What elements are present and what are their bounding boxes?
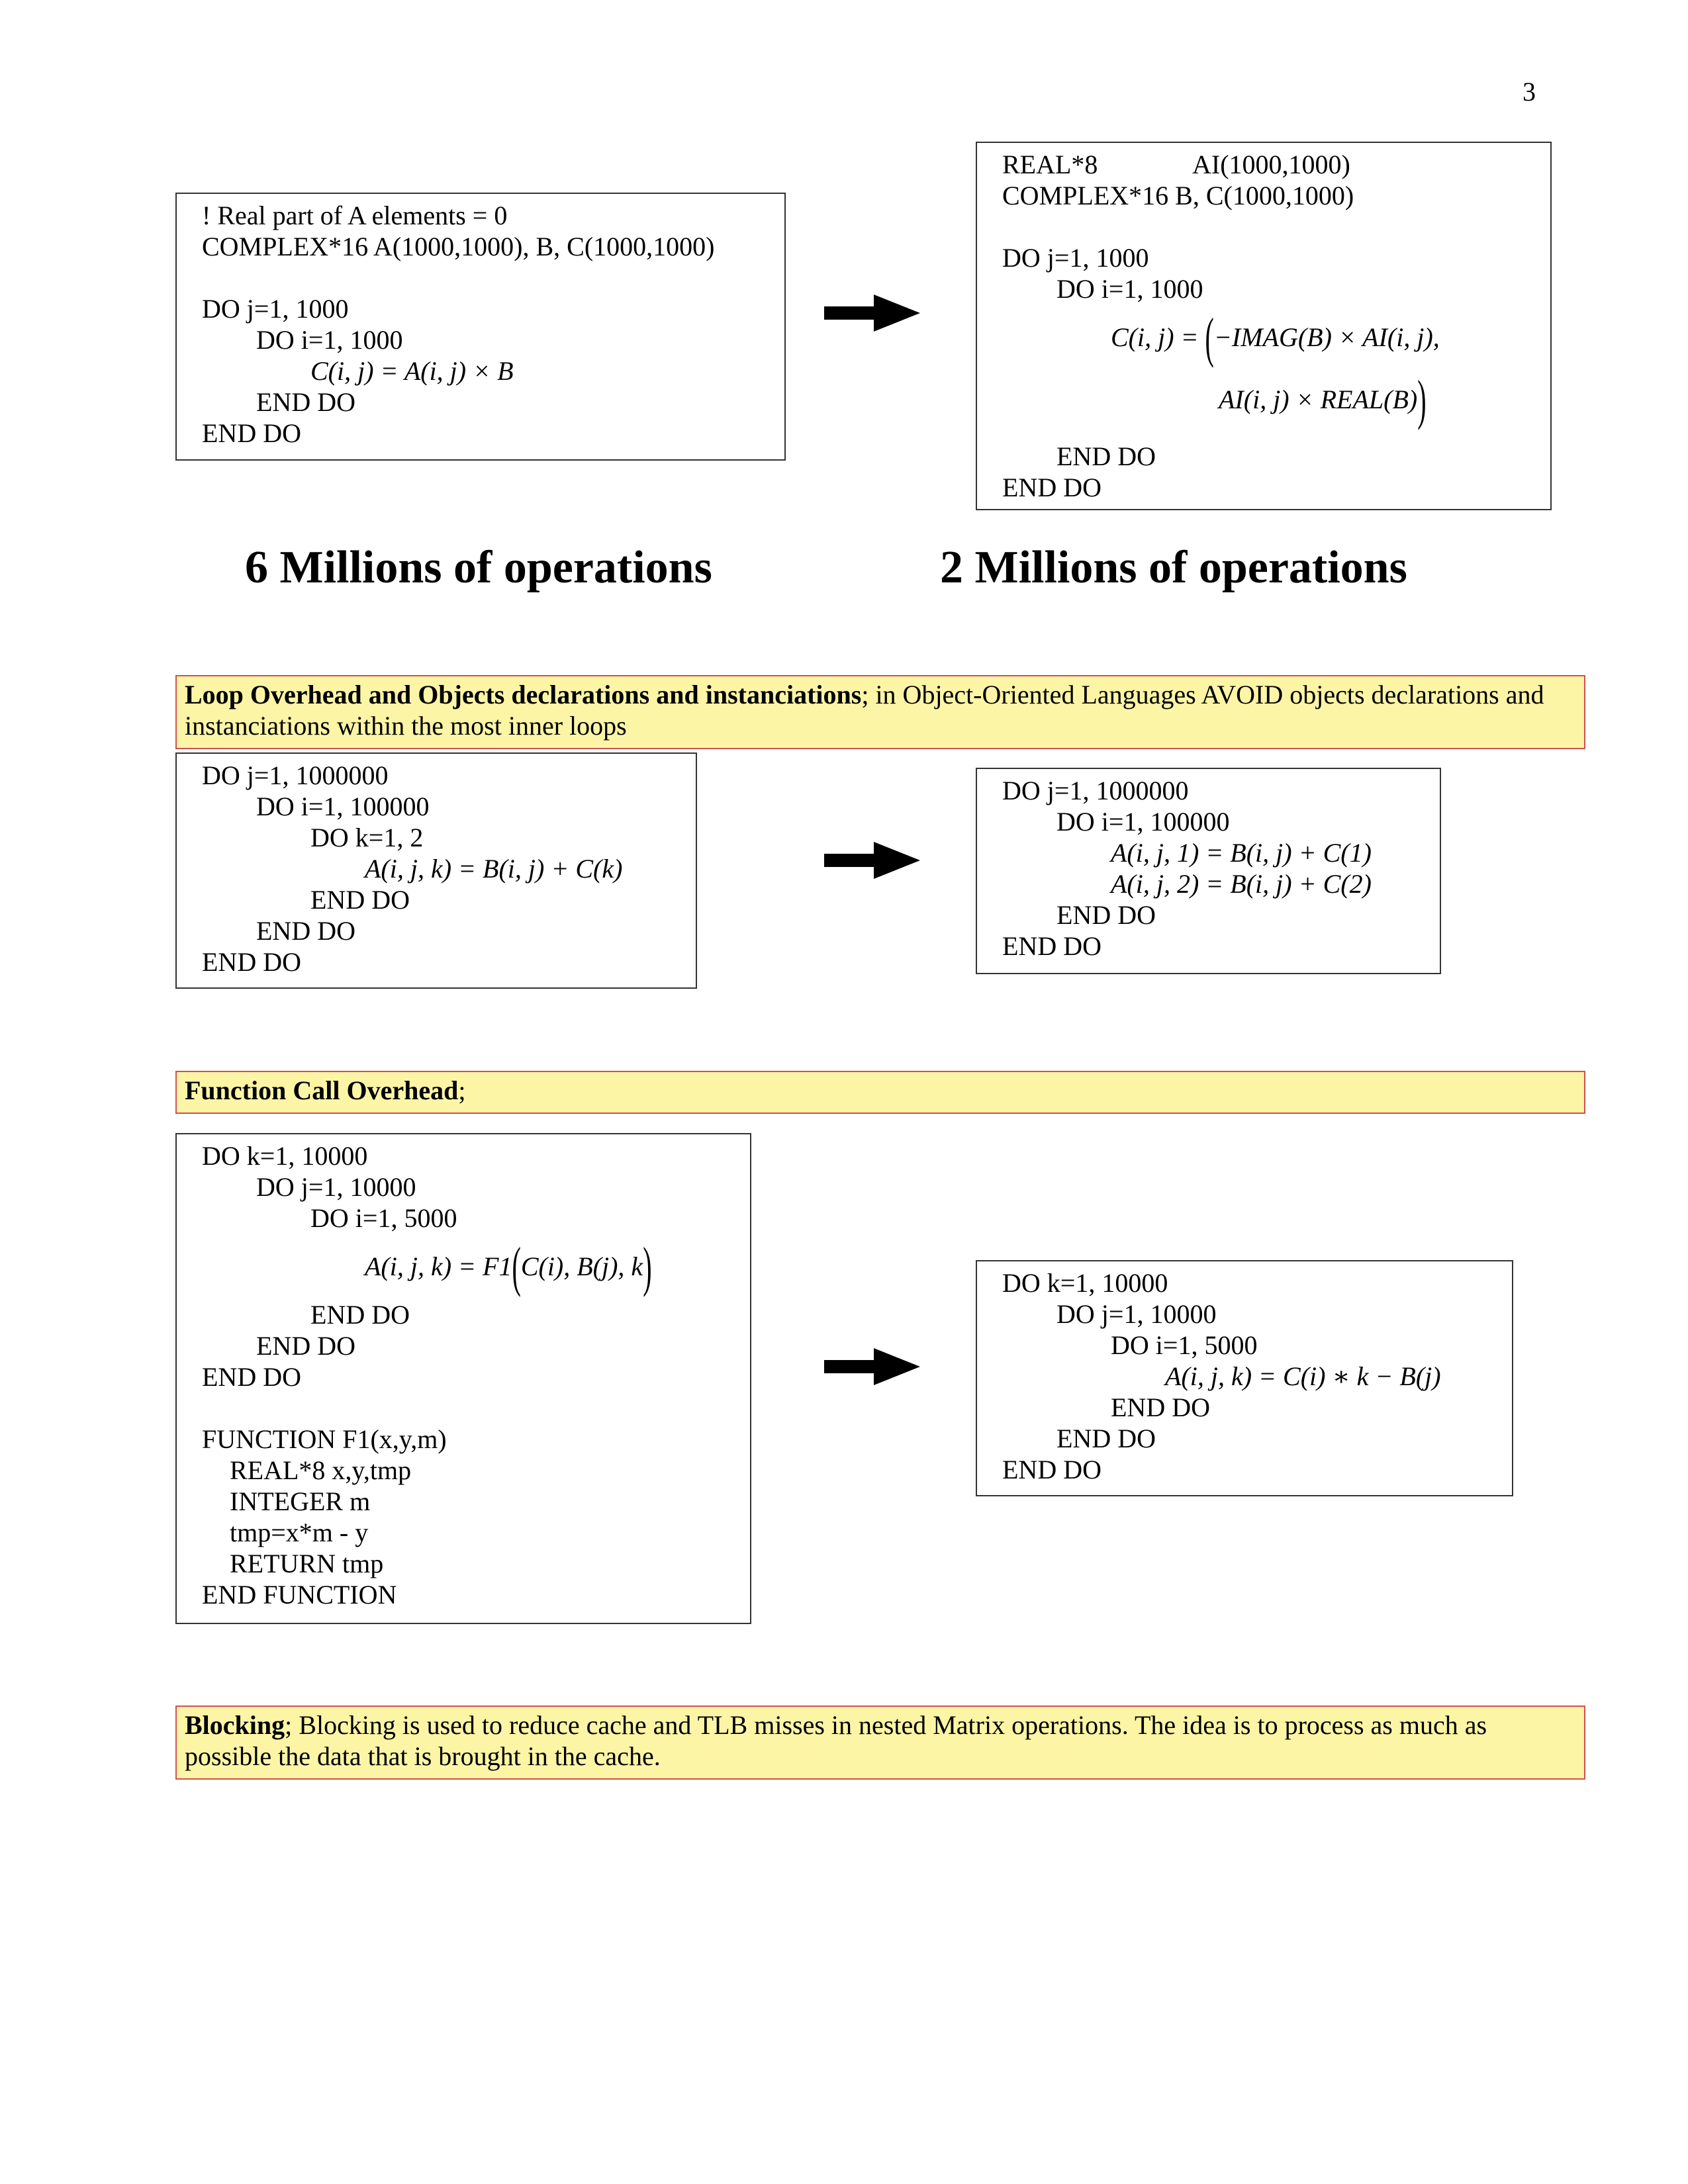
code-line: AI(1000,1000) (1192, 150, 1350, 179)
code-line: DO k=1, 10000 (1002, 1268, 1168, 1298)
left-paren-icon: ( (1205, 306, 1214, 369)
operations-count-before: 6 Millions of operations (245, 542, 712, 593)
code-line: INTEGER m (230, 1486, 371, 1516)
code-line: END DO (1056, 900, 1156, 930)
code-box-after-1 (976, 142, 1552, 510)
code-line: DO i=1, 5000 (310, 1203, 457, 1233)
math-term: AI(i, j) × REAL(B) (1219, 385, 1418, 414)
page-number: 3 (1523, 77, 1536, 107)
note-text: ; (458, 1075, 466, 1105)
code-line: DO k=1, 2 (310, 823, 424, 852)
code-line: END DO (1111, 1392, 1210, 1422)
right-paren-icon: ) (643, 1235, 652, 1298)
code-line: END DO (202, 1362, 301, 1392)
code-box-before-2 (175, 752, 697, 989)
code-line: COMPLEX*16 B, C(1000,1000) (1002, 181, 1354, 210)
blocking-note (175, 1706, 1585, 1780)
code-line: DO i=1, 5000 (1111, 1330, 1258, 1360)
code-line: DO j=1, 1000000 (202, 760, 389, 790)
code-line: DO i=1, 100000 (1056, 807, 1230, 837)
code-line: DO j=1, 10000 (1056, 1299, 1217, 1329)
math-line: A(i, j, k) = B(i, j) + C(k) (365, 854, 623, 884)
code-line: END DO (256, 1331, 355, 1361)
math-line: C(i, j) = A(i, j) × B (310, 356, 514, 386)
math-line: A(i, j, k) = C(i) ∗ k − B(j) (1165, 1361, 1441, 1391)
code-line: FUNCTION F1(x,y,m) (202, 1424, 447, 1454)
math-term: A(i, j, k) = F1 (365, 1251, 512, 1281)
note-text: ; Blocking is used to reduce cache and TLB misses in nested Matrix operations. The idea is to process as much as possible the data that is brought in the cache. (185, 1710, 1487, 1771)
code-line: DO k=1, 10000 (202, 1141, 368, 1171)
left-paren-icon: ( (512, 1235, 521, 1298)
code-line: END DO (1056, 441, 1156, 471)
math-lhs: C(i, j) = (1111, 322, 1199, 352)
math-term: −IMAG(B) × AI(i, j), (1213, 322, 1440, 352)
code-line: tmp=x*m - y (230, 1518, 369, 1547)
code-box-after-3 (976, 1260, 1513, 1496)
code-line: DO i=1, 100000 (256, 792, 430, 821)
math-line: A(i, j, 1) = B(i, j) + C(1) (1111, 838, 1372, 868)
code-line: DO i=1, 1000 (256, 325, 403, 355)
code-line: END DO (310, 1300, 410, 1330)
note-title: Blocking (185, 1710, 285, 1740)
code-line: ! Real part of A elements = 0 (202, 201, 508, 230)
code-line: END DO (1002, 1455, 1102, 1484)
code-box-before-3 (175, 1133, 751, 1624)
code-line: REAL*8 x,y,tmp (230, 1455, 412, 1485)
code-line: END DO (202, 947, 301, 977)
code-line: END DO (1002, 931, 1102, 961)
code-box-after-2 (976, 768, 1441, 974)
code-line: DO j=1, 1000000 (1002, 776, 1189, 805)
code-line: END DO (256, 916, 355, 946)
right-arrow-icon (824, 293, 920, 333)
note-text: ; in Object-Oriented Languages AVOID objects declarations and instanciations within the most inner loops (185, 680, 1544, 741)
code-line: END DO (202, 418, 301, 448)
function-call-overhead-note (175, 1071, 1585, 1114)
loop-overhead-note (175, 675, 1585, 749)
operations-count-after: 2 Millions of operations (940, 542, 1407, 593)
right-arrow-icon (824, 1347, 920, 1387)
math-term: C(i), B(j), k (520, 1251, 643, 1281)
code-line: RETURN tmp (230, 1549, 384, 1578)
right-arrow-icon (824, 841, 920, 880)
code-line: COMPLEX*16 A(1000,1000), B, C(1000,1000) (202, 232, 715, 261)
math-line (365, 1235, 652, 1298)
code-line: END DO (1056, 1424, 1156, 1453)
code-line: END DO (256, 387, 355, 417)
math-line (1219, 368, 1427, 431)
code-line: END DO (310, 885, 410, 915)
code-line: DO j=1, 1000 (1002, 243, 1149, 273)
code-box-before-1 (175, 193, 786, 461)
math-line (1111, 306, 1440, 369)
code-line: REAL*8 (1002, 150, 1098, 179)
code-line: DO i=1, 1000 (1056, 274, 1203, 304)
code-line: DO j=1, 10000 (256, 1172, 416, 1202)
code-line: DO j=1, 1000 (202, 294, 349, 324)
note-title: Function Call Overhead (185, 1075, 459, 1105)
code-line: END FUNCTION (202, 1580, 397, 1610)
right-paren-icon: ) (1417, 368, 1427, 431)
math-line: A(i, j, 2) = B(i, j) + C(2) (1111, 869, 1372, 899)
code-line: END DO (1002, 473, 1102, 502)
note-title: Loop Overhead and Objects declarations and instanciations (185, 680, 862, 709)
